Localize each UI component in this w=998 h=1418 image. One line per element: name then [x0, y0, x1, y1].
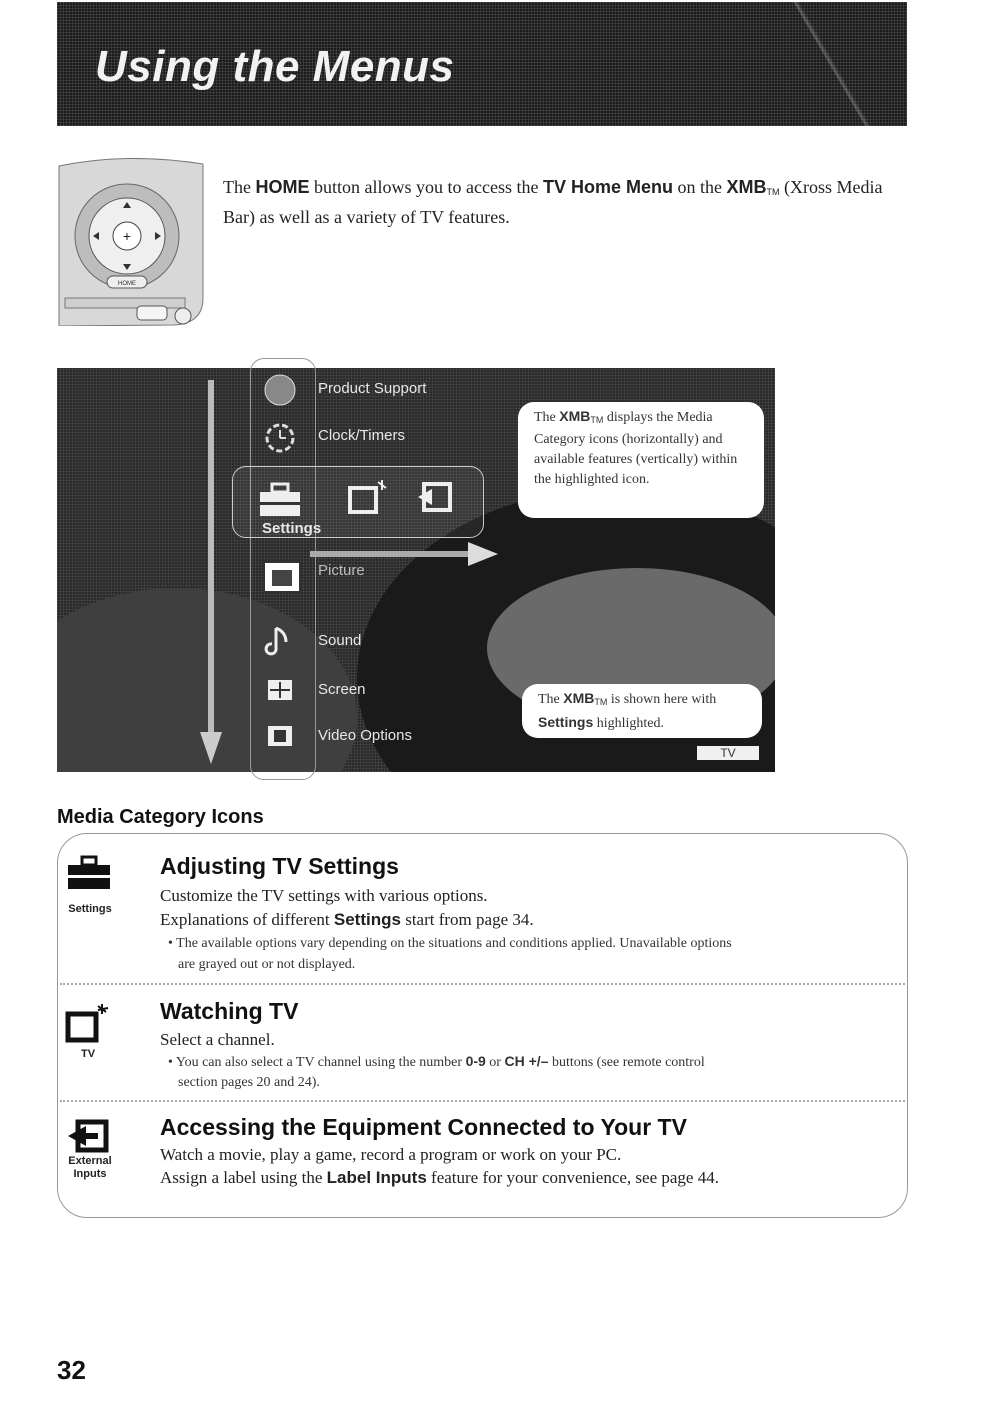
clock-icon	[262, 420, 298, 456]
intro-text: on the	[672, 177, 727, 197]
settings-term: Settings	[538, 714, 594, 730]
xmb-term: XMB	[559, 408, 591, 424]
globe-icon	[262, 372, 298, 408]
tv-icon-label: TV	[80, 1048, 96, 1060]
channel-buttons-term: CH +/–	[504, 1053, 549, 1069]
intro-text: The	[223, 177, 256, 197]
picture-icon	[258, 556, 306, 596]
category-description	[160, 1168, 719, 1188]
intro-text: button allows you to access the	[309, 177, 543, 197]
highlighted-category-label: Settings	[262, 520, 322, 537]
vertical-arrow-icon	[198, 372, 226, 768]
description-text: start from page 34.	[400, 910, 534, 929]
tv-icon	[64, 1000, 112, 1048]
menu-item-video-options[interactable]: Video Options	[318, 727, 412, 744]
note-text: buttons (see remote control	[548, 1055, 705, 1070]
category-description: Watch a movie, play a game, record a program or work on your PC.	[160, 1145, 622, 1164]
category-description	[160, 910, 534, 930]
category-description: Select a channel.	[160, 1030, 275, 1049]
callout-text: highlighted.	[593, 716, 665, 731]
label-inputs-term: Label Inputs	[326, 1168, 427, 1187]
home-term: HOME	[255, 177, 310, 197]
description-text: Assign a label using the	[160, 1168, 327, 1187]
external-inputs-icon[interactable]	[414, 480, 458, 516]
category-title-settings: Adjusting TV Settings	[160, 853, 399, 879]
intro-paragraph	[223, 175, 913, 230]
tm-mark: TM	[594, 697, 608, 707]
tv-icon[interactable]	[346, 478, 390, 518]
settings-toolbox-icon	[64, 855, 114, 891]
tm-mark: TM	[590, 415, 604, 425]
description-text: Explanations of different	[160, 910, 334, 929]
remote-control-illustration	[57, 158, 205, 326]
page-number: 32	[57, 1355, 86, 1385]
menu-item-screen[interactable]: Screen	[318, 681, 366, 698]
category-title-tv: Watching TV	[160, 998, 299, 1024]
row-divider	[60, 983, 905, 991]
tv-home-menu-term: TV Home Menu	[542, 177, 673, 197]
sound-icon	[262, 622, 298, 658]
xmb-term: XMB	[563, 690, 595, 706]
callout-text: The	[534, 410, 560, 425]
tm-mark: TM	[766, 187, 780, 197]
video-options-icon	[262, 718, 298, 754]
intro-text: (Xross Media Bar) as well as a variety of TV features.	[223, 177, 883, 227]
xmb-term: XMB	[726, 177, 767, 197]
settings-term: Settings	[333, 910, 401, 929]
row-divider	[60, 1100, 905, 1108]
description-text: feature for your convenience, see page 44.	[426, 1168, 719, 1187]
external-inputs-icon-label: External	[68, 1155, 112, 1167]
section-title: Media Category Icons	[57, 806, 264, 828]
menu-item-product-support[interactable]: Product Support	[318, 380, 427, 397]
banner-decoration	[787, 2, 877, 126]
screen-icon	[262, 672, 298, 708]
page-title: Using the Menus	[95, 42, 455, 91]
menu-item-sound[interactable]: Sound	[318, 632, 362, 649]
callout-text: is shown here with	[607, 692, 717, 707]
number-buttons-term: 0-9	[465, 1053, 486, 1069]
tv-input-tag: TV	[697, 746, 759, 760]
callout-text: The	[538, 692, 564, 707]
category-note: • The available options vary depending on the situations and conditions applied. Unavailable options	[168, 936, 732, 951]
callout-settings-highlighted	[522, 684, 762, 738]
category-note: section pages 20 and 24).	[178, 1075, 320, 1090]
toolbox-settings-icon[interactable]	[258, 480, 302, 520]
note-text: or	[485, 1055, 505, 1070]
category-note: are grayed out or not displayed.	[178, 957, 356, 972]
external-inputs-icon	[64, 1118, 114, 1158]
note-text: • You can also select a TV channel using the number	[168, 1055, 466, 1070]
remote-home-label: HOME	[118, 281, 136, 287]
svg-text:+: +	[122, 228, 132, 244]
settings-icon-label: Settings	[68, 903, 112, 915]
menu-item-picture[interactable]: Picture	[318, 562, 365, 579]
category-note	[168, 1053, 705, 1071]
header-banner	[57, 2, 907, 126]
category-description: Customize the TV settings with various options.	[160, 886, 488, 905]
callout-xmb-description	[518, 402, 764, 518]
category-title-external-inputs: Accessing the Equipment Connected to Your TV	[160, 1114, 687, 1140]
callout-text: displays the Media Category icons (horizontally) and available features (vertically) within the highlighted icon.	[534, 410, 738, 487]
external-inputs-icon-label: Inputs	[73, 1168, 107, 1180]
menu-item-clock-timers[interactable]: Clock/Timers	[318, 427, 405, 444]
